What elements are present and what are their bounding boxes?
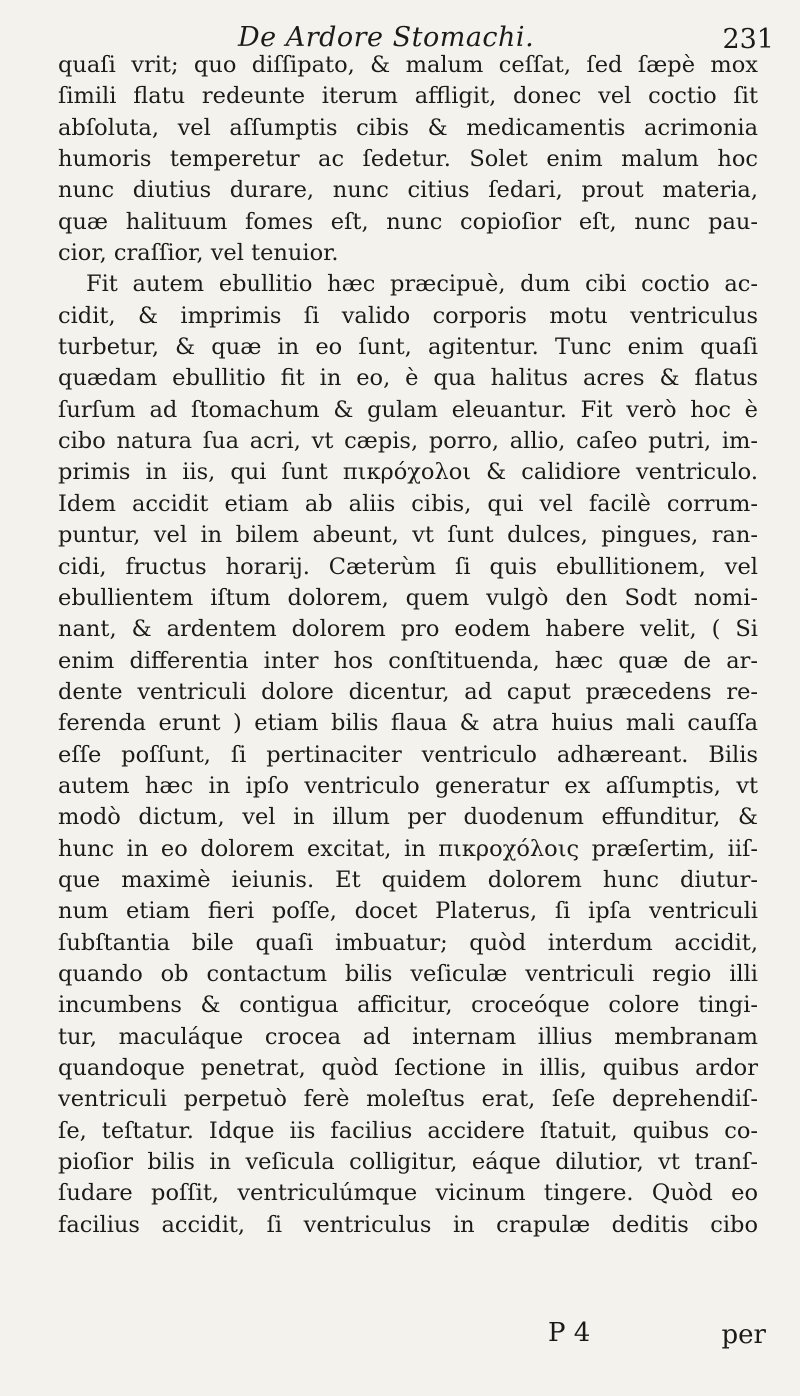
text-line: eſſe poſſunt, ſi pertinaciter ventriculo adhæreant. Bilis [58, 741, 758, 768]
text-line: modò dictum, vel in illum per duodenum effunditur, & [58, 804, 758, 831]
text-line: num etiam fieri poſſe, docet Platerus, ſi ipſa ventriculi [58, 898, 758, 925]
text-line: tur, maculáque crocea ad internam illius membranam [58, 1023, 758, 1050]
catchword: per [721, 1320, 766, 1350]
text-line: ſurſum ad ſtomachum & gulam eleuantur. Fit verò hoc è [58, 396, 758, 423]
text-line: Idem accidit etiam ab aliis cibis, qui vel facilè corrum- [58, 490, 758, 517]
text-line: puntur, vel in bilem abeunt, vt ſunt dulces, pingues, ran- [58, 522, 758, 549]
text-line: facilius accidit, ſi ventriculus in crapulæ deditis cibo [58, 1211, 758, 1238]
text-line: quædam ebullitio fit in eo, è qua halitus acres & flatus [58, 365, 758, 392]
text-line: nunc diutius durare, nunc citius ſedari, prout materia, [58, 177, 758, 204]
text-line: cidit, & imprimis ſi valido corporis motu ventriculus [58, 302, 758, 329]
text-line: ventriculi perpetuò ferè moleſtus erat, ſeſe deprehendiſ- [58, 1086, 758, 1113]
text-line: cior, craſſior, vel tenuior. [58, 240, 339, 267]
page-footer [0, 1318, 800, 1358]
text-line: abſoluta, vel aſſumptis cibis & medicamentis acrimonia [58, 114, 758, 141]
text-line: quandoque penetrat, quòd ſectione in illis, quibus ardor [58, 1055, 758, 1081]
text-line: ſubſtantia bile quaſi imbuatur; quòd interdum accidit, [58, 929, 758, 956]
text-line: cibo natura ſua acri, vt cæpis, porro, allio, caſeo putri, im- [58, 428, 758, 455]
text-line: ſimili flatu redeunte iterum affligit, donec vel coctio ſit [58, 83, 758, 110]
text-line: incumbens & contigua afficitur, croceóque colore tingi- [58, 992, 758, 1019]
text-line: humoris temperetur ac ſedetur. Solet enim malum hoc [58, 146, 758, 173]
text-line: nant, & ardentem dolorem pro eodem habere velit, ( Si [58, 616, 758, 643]
text-line: ebullientem iſtum dolorem, quem vulgò den Sodt nomi- [58, 584, 758, 611]
text-line: primis in iis, qui ſunt πικρόχολοι & calidiore ventriculo. [58, 459, 758, 486]
text-line: ſudare poſſit, ventriculúmque vicinum tingere. Quòd eo [58, 1180, 758, 1207]
text-line: hunc in eo dolorem excitat, in πικροχόλοις præſertim, iiſ- [58, 835, 758, 862]
text-line: quæ halituum fomes eſt, nunc copioſior eſt, nunc pau- [58, 208, 758, 235]
text-line: quaſi vrit; quo diſſipato, & malum ceſſat, ſed ſæpè mox [58, 52, 758, 78]
page-number: 231 [722, 24, 774, 55]
text-line: dente ventriculi dolore dicentur, ad caput præcedens re- [58, 678, 758, 705]
signature-mark: P 4 [548, 1318, 591, 1348]
page-header [0, 14, 800, 54]
body-text [58, 50, 758, 1241]
text-line: autem hæc in ipſo ventriculo generatur ex aſſumptis, vt [58, 772, 758, 799]
text-line: pioſior bilis in veſicula colligitur, eáque dilutior, vt tranſ- [58, 1149, 758, 1176]
text-line: quando ob contactum bilis veſiculæ ventriculi regio illi [58, 960, 758, 987]
text-line: que maximè ieiunis. Et quidem dolorem hunc diutur- [58, 866, 758, 893]
text-line: cidi, fructus horarij. Cæterùm ſi quis ebullitionem, vel [58, 553, 758, 580]
text-line: Fit autem ebullitio hæc præcipuè, dum cibi coctio ac- [86, 271, 758, 298]
running-head: De Ardore Stomachi. [238, 22, 535, 53]
text-line: turbetur, & quæ in eo ſunt, agitentur. Tunc enim quaſi [58, 334, 758, 361]
text-line: ferenda erunt ) etiam bilis flaua & atra huius mali cauſſa [58, 710, 758, 737]
text-line: ſe, teſtatur. Idque iis facilius accidere ſtatuit, quibus co- [58, 1117, 758, 1144]
text-line: enim differentia inter hos conſtituenda, hæc quæ de ar- [58, 647, 758, 674]
